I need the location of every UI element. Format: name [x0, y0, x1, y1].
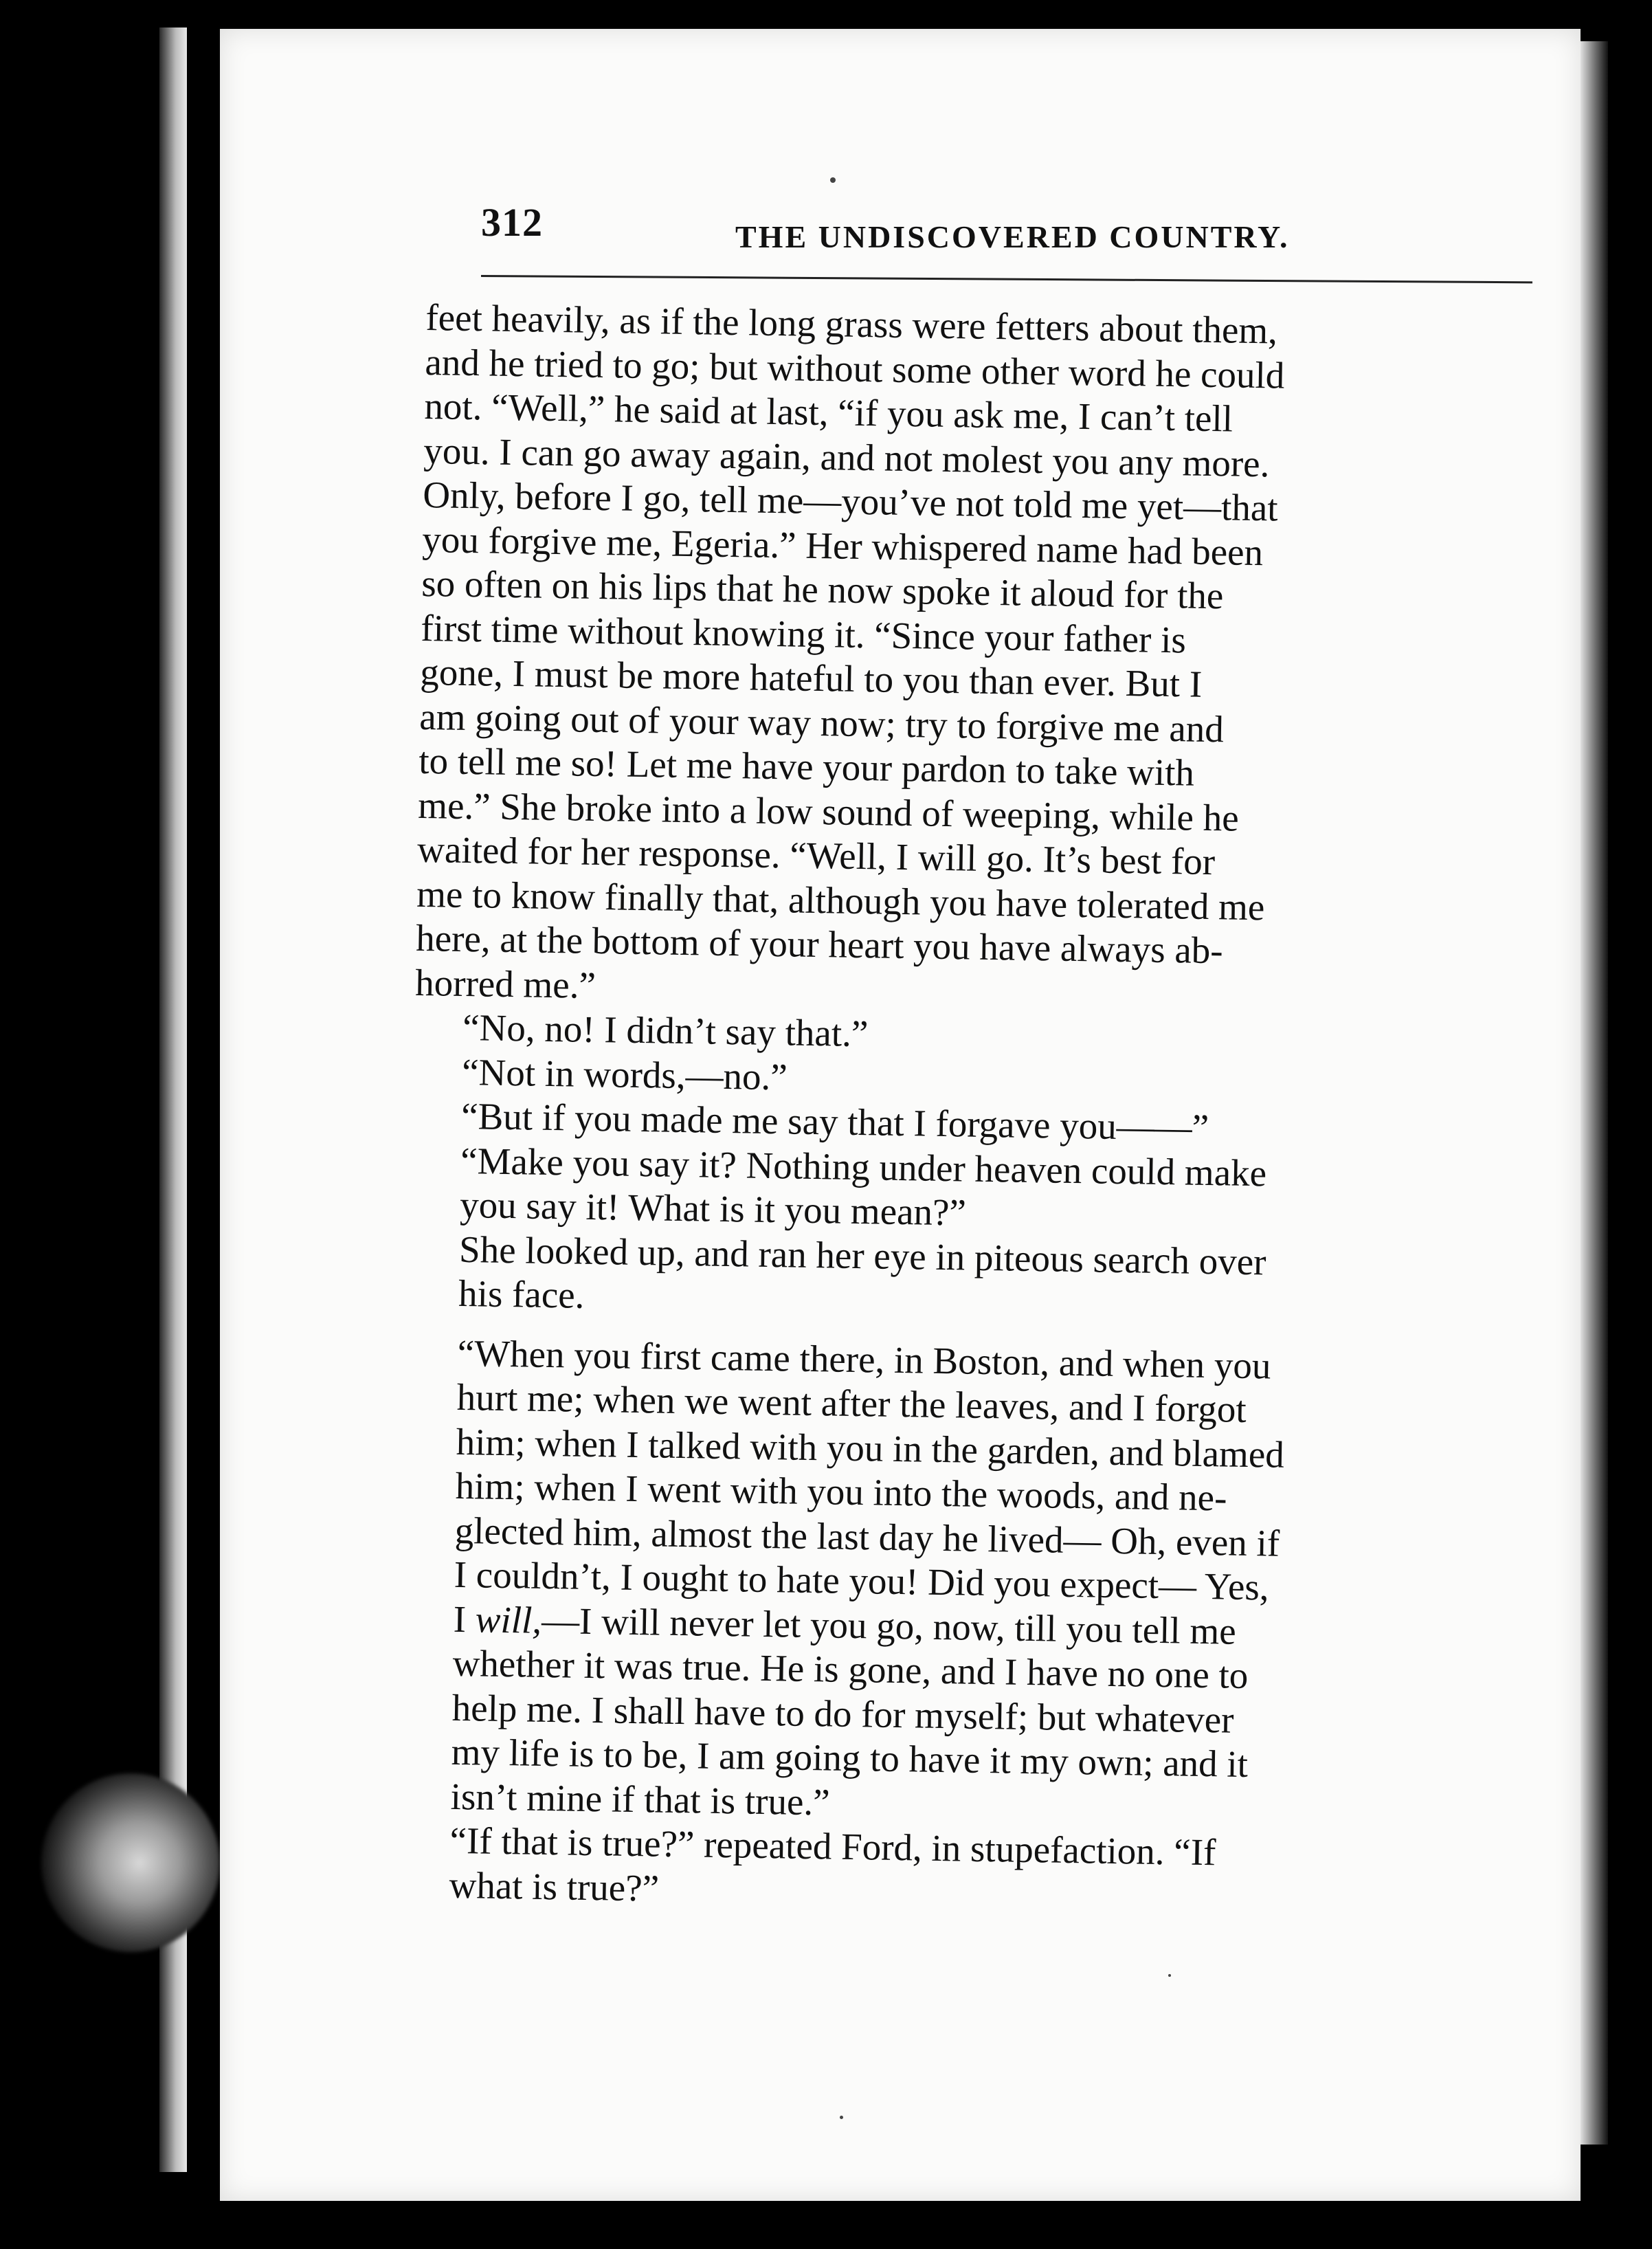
text-line: what is true?”	[449, 1863, 660, 1909]
paragraph	[402, 1330, 1523, 1835]
text-line: I couldn’t, I ought to hate you! Did you expect— Yes,	[454, 1553, 1270, 1608]
emphasis: will,	[475, 1597, 542, 1641]
running-title: THE UNDISCOVERED COUNTRY.	[735, 219, 1290, 254]
paragraph	[412, 1138, 1526, 1243]
text-line: “But if you made me say that I forgave you——”	[460, 1094, 1209, 1149]
text-line: me.” She broke into a low sound of weeping, while he	[417, 784, 1240, 839]
text-line: whether it was true. He is gone, and I have no one to	[452, 1641, 1249, 1697]
text-line: here, at the bottom of your heart you have always ab-	[415, 916, 1224, 972]
text-line: help me. I shall have to do for myself; but whatever	[451, 1686, 1234, 1741]
text-line: am going out of your way now; try to forgive me and	[418, 695, 1225, 750]
text-line: to tell me so! Let me have your pardon to take with	[418, 739, 1195, 794]
text-line: horred me.”	[414, 961, 596, 1006]
text-line: “No, no! I didn’t say that.”	[462, 1006, 869, 1055]
text-line: glected him, almost the last day he lived— Oh, even if	[454, 1509, 1280, 1564]
text-line: me to know finally that, although you have tolerated me	[416, 872, 1265, 928]
text-line: I will,—I will never let you go, now, till you tell me	[453, 1597, 1237, 1652]
scan-smudge	[41, 1773, 220, 1952]
page-edge-right	[1581, 41, 1608, 2145]
ink-speck	[840, 2116, 843, 2119]
text-line: She looked up, and ran her eye in piteous search over	[458, 1228, 1267, 1283]
text-line: you. I can go away again, and not molest you any more.	[423, 429, 1270, 485]
text-line: and he tried to go; but without some other word he could	[425, 340, 1285, 397]
text-line: you say it! What is it you mean?”	[459, 1183, 967, 1234]
ink-speck	[1168, 1974, 1171, 1977]
text-line: gone, I must be more hateful to you than ever. But I	[419, 650, 1203, 705]
text-line: not. “Well,” he said at last, “if you ask me, I can’t tell	[423, 384, 1234, 440]
text-line: waited for her response. “Well, I will go. It’s best for	[416, 828, 1216, 883]
text-line: Only, before I go, tell me—you’ve not told me yet—that	[422, 473, 1279, 529]
text-line: “When you first came there, in Boston, and when you	[457, 1331, 1271, 1386]
text-line: him; when I went with you into the woods, and ne-	[455, 1464, 1227, 1519]
text-line: my life is to be, I am going to have it my own; and it	[451, 1730, 1249, 1786]
page-number: 312	[481, 200, 543, 245]
text-line: “If that is true?” repeated Ford, in stupefaction. “If	[449, 1819, 1216, 1874]
text-line: his face.	[458, 1272, 585, 1316]
paragraph	[401, 1818, 1515, 1924]
text-line: so often on his lips that he now spoke it aloud for the	[421, 562, 1224, 617]
paragraph	[415, 296, 1539, 1022]
text-line: feet heavily, as if the long grass were fetters about them,	[425, 296, 1278, 352]
text-line: “Not in words,—no.”	[461, 1050, 788, 1098]
text-line: hurt me; when we went after the leaves, and I forgot	[456, 1375, 1247, 1430]
text-line: you forgive me, Egeria.” Her whispered name had been	[421, 518, 1264, 573]
ink-speck	[830, 177, 836, 183]
text-line: isn’t mine if that is true.”	[450, 1775, 831, 1823]
body-text	[401, 296, 1539, 1924]
text-line: first time without knowing it. “Since your father is	[420, 606, 1187, 661]
text-line: him; when I talked with you in the garden, and blamed	[456, 1420, 1285, 1476]
text-line: “Make you say it? Nothing under heaven could make	[460, 1139, 1267, 1194]
page-header	[481, 199, 1546, 275]
paragraph	[410, 1226, 1525, 1332]
